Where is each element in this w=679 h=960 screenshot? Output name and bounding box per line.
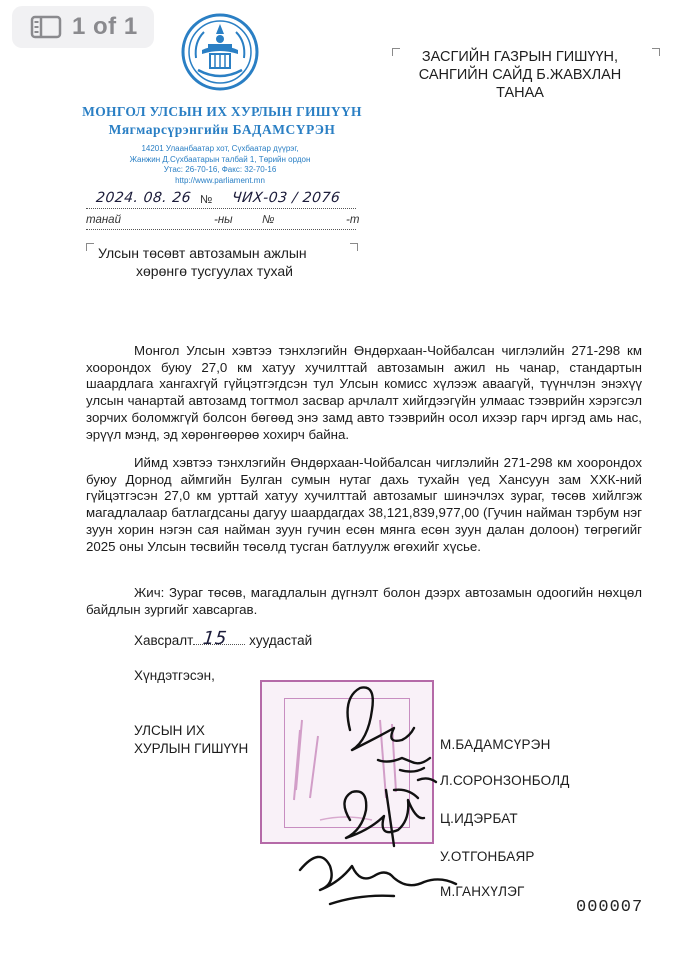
- signatory-name: Ц.ИДЭРБАТ: [440, 811, 518, 826]
- subject-line: Улсын төсөвт автозамын ажлын: [98, 245, 307, 261]
- serial-number: 000007: [576, 898, 644, 917]
- addressee-line: ЗАСГИЙН ГАЗРЫН ГИШҮҮН,: [421, 49, 619, 65]
- addressee: [385, 48, 655, 102]
- attachment-pages: 15: [202, 628, 229, 649]
- ref-suffix: -т: [346, 214, 360, 226]
- signatory-name: Л.СОРОНЗОНБОЛД: [440, 773, 570, 788]
- body-note: [86, 585, 642, 618]
- signatory-title: [134, 722, 248, 758]
- signatory-title-line: ХУРЛЫН ГИШҮҮН: [134, 741, 249, 756]
- attachment-suffix: хуудастай: [249, 633, 313, 648]
- signatory-name: М.ГАНХҮЛЭГ: [440, 884, 525, 899]
- address-line: Утас: 26-70-16, Факс: 32-70-16: [163, 165, 277, 174]
- attachment-line: [134, 628, 313, 649]
- body-paragraph-2: [86, 455, 642, 555]
- paragraph-text: Иймд хэвтээ тэнхлэгийн Өндөрхаан-Чойбалсан чиглэлийн 271-298 км хоорондох буюу Дорнод аймгийн Булган сумын нутаг дахь тухайн үед Хансуун зам ХХК-ний гүйцэтгэсэн 27,0 км урттай хатуу хучилттай автозамыг шинэчлэх зураг, төсөв хийлгэж магадлалаар батлагдсаны дагуу шаардагдах 38,121,839,977,00 (Гучин найман тэрбум нэг зуун хорин нэгэн сая найман зуун гучин есөн мянга есөн зуун далан долоон) төгрөгийг 2025 оны Улсын төсвийн төсөлд тусган батлуулж өгөхийг хүсье.: [86, 455, 642, 554]
- corner-mark: [86, 243, 94, 251]
- signatory-name: М.БАДАМСҮРЭН: [440, 737, 551, 752]
- registration-line: [86, 207, 356, 209]
- body-paragraph-1: [86, 343, 642, 443]
- registration-line: [86, 228, 356, 230]
- number-label: №: [200, 194, 213, 206]
- page-indicator[interactable]: [12, 6, 154, 48]
- note-text: Жич: Зураг төсөв, магадлалын дүгнэлт болон дээрх автозамын одоогийн нөхцөл байдлын зургийг хавсаргав.: [86, 585, 642, 617]
- ref-prefix: танай: [86, 214, 121, 226]
- address-line: 14201 Улаанбаатар хот, Сүхбаатар дүүрэг,: [141, 144, 299, 153]
- letter-subject: [98, 244, 368, 280]
- page-indicator-label: 1 of 1: [72, 13, 138, 40]
- closing: Хүндэтгэсэн,: [134, 668, 215, 683]
- addressee-line: ТАНАА: [496, 85, 544, 101]
- letterhead-address: [120, 144, 320, 186]
- letterhead-org: [52, 104, 392, 138]
- signatory-title-line: УЛСЫН ИХ: [134, 723, 205, 738]
- ref-num: №: [262, 214, 275, 226]
- address-line: http://www.parliament.mn: [175, 175, 265, 185]
- signatory-name: У.ОТГОНБАЯР: [440, 849, 535, 864]
- attachment-prefix: Хавсралт: [134, 633, 194, 648]
- org-line-1: МОНГОЛ УЛСЫН ИХ ХУРЛЫН ГИШҮҮН: [82, 104, 362, 119]
- org-line-2: Мягмарсүрэнгийн БАДАМСҮРЭН: [108, 122, 336, 137]
- addressee-line: САНГИЙН САЙД Б.ЖАВХЛАН: [418, 67, 622, 83]
- state-emblem-icon: [180, 12, 260, 92]
- ref-mid: -ны: [214, 214, 233, 226]
- subject-line: хөрөнгө тусгуулах тухай: [136, 263, 293, 279]
- letter-date: 2024. 08. 26: [95, 190, 192, 206]
- page-view-icon: [30, 15, 62, 39]
- handwritten-signatures-icon: [290, 670, 480, 920]
- letter-number: ЧИХ-03 / 2076: [231, 190, 342, 206]
- address-line: Жанжин Д.Сүхбаатарын талбай 1, Төрийн ордон: [129, 154, 311, 164]
- paragraph-text: Монгол Улсын хэвтээ тэнхлэгийн Өндөрхаан-Чойбалсан чиглэлийн 271-298 км хоорондох буюу 27,0 км хатуу хучилттай автозамын ажил нь чанар, стандартын шаардлага хангахгүй гүйцэтгэгдсэн тул Улсын комисс хүлээж аваагүй, түүнчлэн энэхүү улсын чанартай автозамд тогтмол засвар арчлалт хийгдээгүйн улмаас тээврийн хэрэгсэл зорчих боломжгүй болсон бөгөөд энэ замд авто тээврийн осол ихээр гарч иргэд амь нас, эрүүл мэнд, эд хөрөнгөөрөө хохирч байна.: [86, 343, 642, 442]
